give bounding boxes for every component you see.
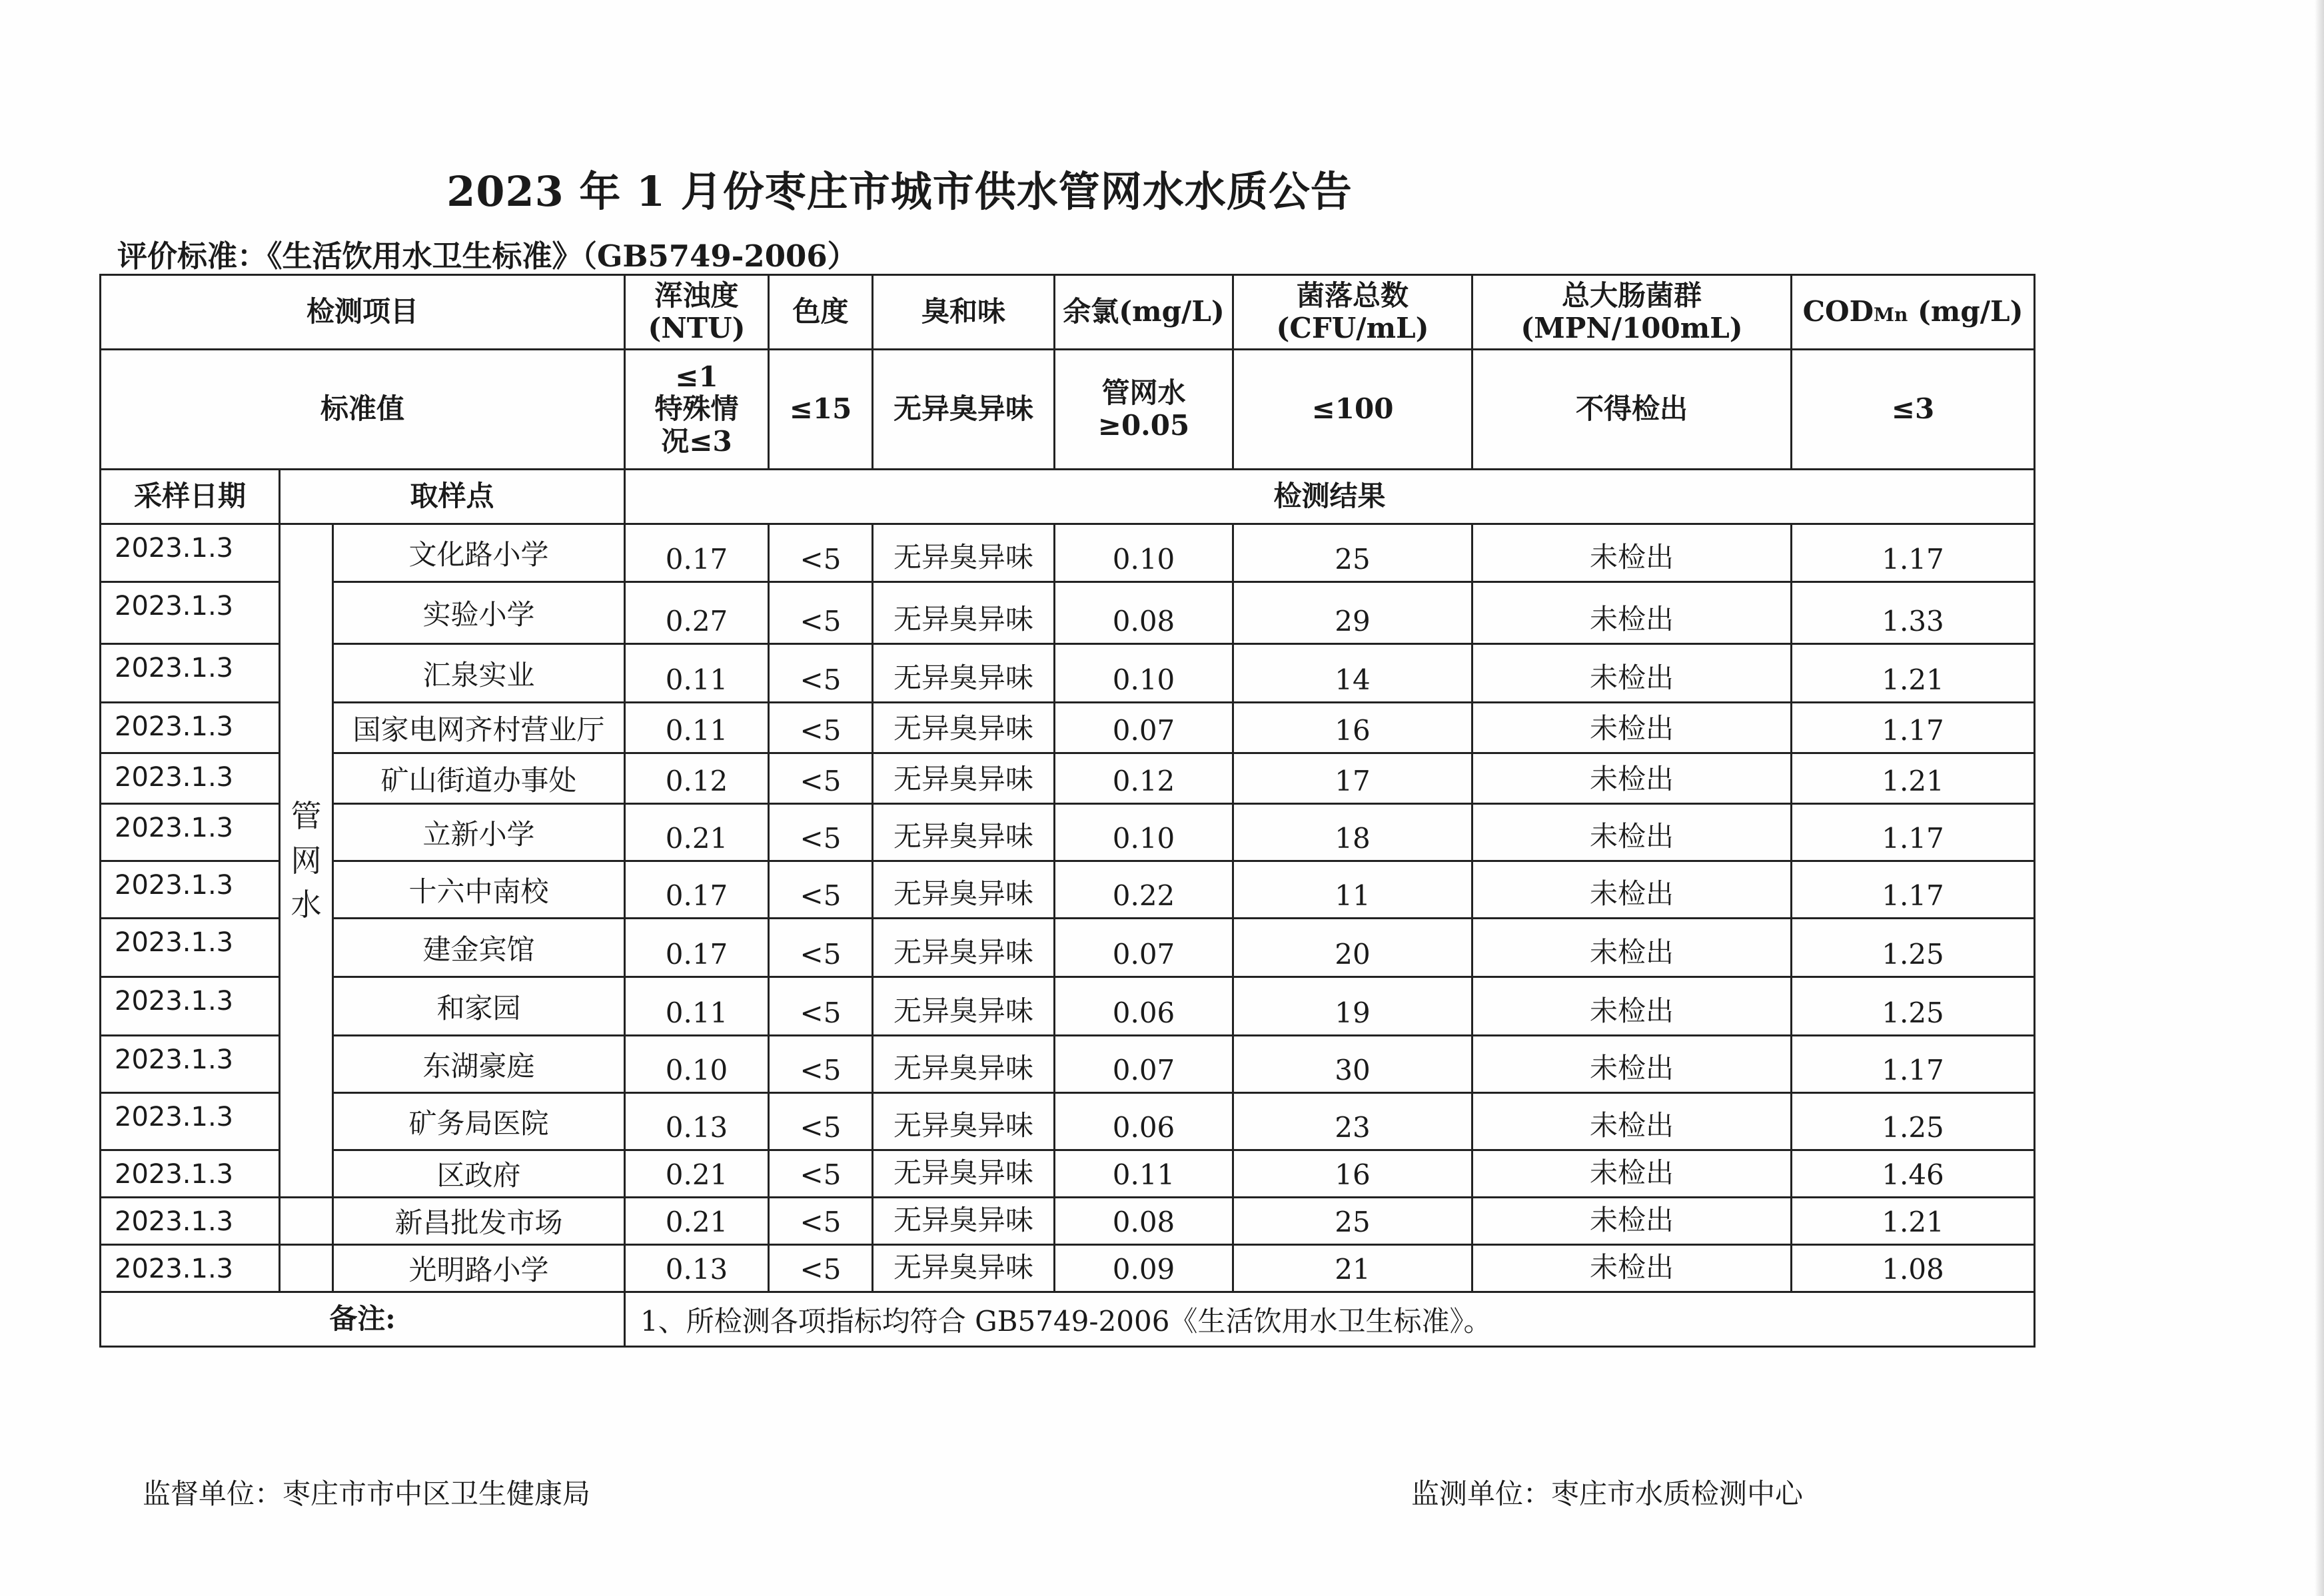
sample-date: 2023.1.3 (101, 644, 280, 703)
cod-cell: 1.17 (1792, 861, 2035, 919)
standard-cod: ≤3 (1792, 350, 2035, 470)
odor-cell: 无异臭异味 (873, 1198, 1055, 1245)
chlorine-cell: 0.11 (1055, 1150, 1233, 1198)
standard-label: 标准值 (101, 350, 625, 470)
turbidity-cell: 0.12 (625, 753, 769, 804)
color-cell: <5 (769, 524, 873, 582)
color-header: 色度 (769, 275, 873, 350)
standard-row (101, 350, 2035, 470)
bacteria-cell: 17 (1233, 753, 1472, 804)
odor-cell: 无异臭异味 (873, 977, 1055, 1036)
standard-turbidity: ≤1 特殊情 况≤3 (625, 350, 769, 470)
odor-cell: 无异臭异味 (873, 753, 1055, 804)
odor-cell: 无异臭异味 (873, 524, 1055, 582)
standard-color: ≤15 (769, 350, 873, 470)
table-row (101, 703, 2035, 753)
bacteria-cell: 23 (1233, 1093, 1472, 1150)
odor-cell: 无异臭异味 (873, 861, 1055, 919)
color-cell: <5 (769, 1150, 873, 1198)
table-row (101, 804, 2035, 861)
sample-site-header: 取样点 (280, 470, 625, 524)
table-row (101, 753, 2035, 804)
cod-cell: 1.25 (1792, 1093, 2035, 1150)
coliform-cell: 未检出 (1472, 1150, 1792, 1198)
bacteria-cell: 16 (1233, 1150, 1472, 1198)
color-cell: <5 (769, 1198, 873, 1245)
coliform-header: 总大肠菌群 (MPN/100mL) (1472, 275, 1792, 350)
coliform-cell: 未检出 (1472, 977, 1792, 1036)
turbidity-header: 浑浊度 (NTU) (625, 275, 769, 350)
color-cell: <5 (769, 753, 873, 804)
coliform-cell: 未检出 (1472, 1036, 1792, 1093)
coliform-cell: 未检出 (1472, 861, 1792, 919)
coliform-cell: 未检出 (1472, 1093, 1792, 1150)
group-label-char: 管 (290, 797, 322, 834)
chlorine-cell: 0.10 (1055, 804, 1233, 861)
sample-date: 2023.1.3 (101, 977, 280, 1036)
cod-cell: 1.17 (1792, 524, 2035, 582)
item-label-header: 检测项目 (101, 275, 625, 350)
chlorine-cell: 0.08 (1055, 582, 1233, 644)
cod-cell: 1.33 (1792, 582, 2035, 644)
sample-site: 文化路小学 (333, 524, 625, 582)
sample-site: 建金宾馆 (333, 919, 625, 977)
bacteria-cell: 30 (1233, 1036, 1472, 1093)
coliform-cell: 未检出 (1472, 1245, 1792, 1292)
sample-date: 2023.1.3 (101, 1150, 280, 1198)
coliform-cell: 未检出 (1472, 753, 1792, 804)
sample-site: 矿山街道办事处 (333, 753, 625, 804)
bacteria-cell: 21 (1233, 1245, 1472, 1292)
group-label-char: 网 (290, 842, 322, 879)
color-cell: <5 (769, 919, 873, 977)
sample-site: 实验小学 (333, 582, 625, 644)
turbidity-cell: 0.10 (625, 1036, 769, 1093)
table-row (101, 1036, 2035, 1093)
odor-cell: 无异臭异味 (873, 919, 1055, 977)
bacteria-header: 菌落总数 (CFU/mL) (1233, 275, 1472, 350)
cod-cell: 1.08 (1792, 1245, 2035, 1292)
chlorine-cell: 0.06 (1055, 1093, 1233, 1150)
odor-cell: 无异臭异味 (873, 1150, 1055, 1198)
chlorine-cell: 0.10 (1055, 524, 1233, 582)
table-row (101, 644, 2035, 703)
color-cell: <5 (769, 1245, 873, 1292)
water-quality-table (99, 274, 2035, 1348)
odor-cell: 无异臭异味 (873, 1036, 1055, 1093)
bacteria-cell: 20 (1233, 919, 1472, 977)
coliform-cell: 未检出 (1472, 703, 1792, 753)
table-row (101, 861, 2035, 919)
sample-site: 立新小学 (333, 804, 625, 861)
odor-cell: 无异臭异味 (873, 582, 1055, 644)
subheader-row (101, 470, 2035, 524)
page-title: 2023 年 1 月份枣庄市城市供水管网水水质公告 (446, 167, 1353, 216)
sample-date-header: 采样日期 (101, 470, 280, 524)
coliform-cell: 未检出 (1472, 582, 1792, 644)
header-row (101, 275, 2035, 350)
sample-date: 2023.1.3 (101, 753, 280, 804)
chlorine-cell: 0.22 (1055, 861, 1233, 919)
group-blank-cell (280, 1245, 333, 1292)
color-cell: <5 (769, 861, 873, 919)
sample-site: 十六中南校 (333, 861, 625, 919)
sample-site: 光明路小学 (333, 1245, 625, 1292)
sample-site: 和家园 (333, 977, 625, 1036)
group-blank-cell (280, 1198, 333, 1245)
sample-date: 2023.1.3 (101, 1093, 280, 1150)
cod-header: CODMn (mg/L) (1792, 275, 2035, 350)
chlorine-cell: 0.12 (1055, 753, 1233, 804)
turbidity-cell: 0.11 (625, 977, 769, 1036)
sample-site: 区政府 (333, 1150, 625, 1198)
standard-bacteria: ≤100 (1233, 350, 1472, 470)
turbidity-cell: 0.13 (625, 1245, 769, 1292)
sample-site: 汇泉实业 (333, 644, 625, 703)
sample-site: 国家电网齐村营业厅 (333, 703, 625, 753)
standard-coliform: 不得检出 (1472, 350, 1792, 470)
sample-date: 2023.1.3 (101, 524, 280, 582)
coliform-cell: 未检出 (1472, 919, 1792, 977)
chlorine-cell: 0.07 (1055, 1036, 1233, 1093)
cod-cell: 1.21 (1792, 644, 2035, 703)
chlorine-cell: 0.09 (1055, 1245, 1233, 1292)
chlorine-cell: 0.07 (1055, 919, 1233, 977)
remarks-row (101, 1292, 2035, 1347)
sample-date: 2023.1.3 (101, 919, 280, 977)
cod-cell: 1.17 (1792, 1036, 2035, 1093)
color-cell: <5 (769, 977, 873, 1036)
table-row (101, 1198, 2035, 1245)
odor-cell: 无异臭异味 (873, 1093, 1055, 1150)
turbidity-cell: 0.11 (625, 644, 769, 703)
odor-cell: 无异臭异味 (873, 804, 1055, 861)
bacteria-cell: 16 (1233, 703, 1472, 753)
coliform-cell: 未检出 (1472, 644, 1792, 703)
turbidity-cell: 0.27 (625, 582, 769, 644)
color-cell: <5 (769, 644, 873, 703)
sample-site: 矿务局医院 (333, 1093, 625, 1150)
monitor-unit: 监测单位：枣庄市水质检测中心 (1411, 1477, 1804, 1510)
table-row (101, 1093, 2035, 1150)
sample-site: 新昌批发市场 (333, 1198, 625, 1245)
supervisor-unit: 监督单位：枣庄市市中区卫生健康局 (143, 1477, 591, 1510)
coliform-cell: 未检出 (1472, 524, 1792, 582)
odor-header: 臭和味 (873, 275, 1055, 350)
sample-date: 2023.1.3 (101, 804, 280, 861)
sample-site: 东湖豪庭 (333, 1036, 625, 1093)
color-cell: <5 (769, 804, 873, 861)
coliform-cell: 未检出 (1472, 1198, 1792, 1245)
sample-date: 2023.1.3 (101, 582, 280, 644)
cod-cell: 1.25 (1792, 919, 2035, 977)
results-header: 检测结果 (625, 470, 2035, 524)
color-cell: <5 (769, 582, 873, 644)
sample-date: 2023.1.3 (101, 1198, 280, 1245)
turbidity-cell: 0.17 (625, 861, 769, 919)
cod-cell: 1.17 (1792, 703, 2035, 753)
color-cell: <5 (769, 703, 873, 753)
cod-cell: 1.21 (1792, 1198, 2035, 1245)
turbidity-cell: 0.21 (625, 1198, 769, 1245)
bacteria-cell: 29 (1233, 582, 1472, 644)
odor-cell: 无异臭异味 (873, 1245, 1055, 1292)
bacteria-cell: 25 (1233, 1198, 1472, 1245)
coliform-cell: 未检出 (1472, 804, 1792, 861)
chlorine-cell: 0.06 (1055, 977, 1233, 1036)
cod-cell: 1.17 (1792, 804, 2035, 861)
odor-cell: 无异臭异味 (873, 703, 1055, 753)
turbidity-cell: 0.17 (625, 919, 769, 977)
remarks-text: 1、所检测各项指标均符合 GB5749-2006《生活饮用水卫生标准》。 (625, 1292, 2035, 1347)
evaluation-standard: 评价标准：《生活饮用水卫生标准》（GB5749-2006） (117, 238, 858, 274)
standard-odor: 无异臭异味 (873, 350, 1055, 470)
table-row (101, 977, 2035, 1036)
turbidity-cell: 0.17 (625, 524, 769, 582)
chlorine-cell: 0.07 (1055, 703, 1233, 753)
turbidity-cell: 0.21 (625, 804, 769, 861)
chlorine-cell: 0.08 (1055, 1198, 1233, 1245)
sample-date: 2023.1.3 (101, 703, 280, 753)
table-row (101, 1150, 2035, 1198)
color-cell: <5 (769, 1093, 873, 1150)
turbidity-cell: 0.21 (625, 1150, 769, 1198)
table-row (101, 582, 2035, 644)
chlorine-header: 余氯(mg/L) (1055, 275, 1233, 350)
sample-date: 2023.1.3 (101, 861, 280, 919)
pipe-network-group-label (280, 524, 333, 1198)
sample-date: 2023.1.3 (101, 1036, 280, 1093)
turbidity-cell: 0.11 (625, 703, 769, 753)
chlorine-cell: 0.10 (1055, 644, 1233, 703)
scan-edge (2315, 0, 2324, 1596)
bacteria-cell: 25 (1233, 524, 1472, 582)
cod-cell: 1.21 (1792, 753, 2035, 804)
bacteria-cell: 19 (1233, 977, 1472, 1036)
table-row (101, 1245, 2035, 1292)
bacteria-cell: 11 (1233, 861, 1472, 919)
odor-cell: 无异臭异味 (873, 644, 1055, 703)
bacteria-cell: 18 (1233, 804, 1472, 861)
cod-cell: 1.25 (1792, 977, 2035, 1036)
bacteria-cell: 14 (1233, 644, 1472, 703)
table-row (101, 919, 2035, 977)
group-label-char: 水 (290, 887, 322, 923)
color-cell: <5 (769, 1036, 873, 1093)
cod-cell: 1.46 (1792, 1150, 2035, 1198)
standard-chlorine: 管网水 ≥0.05 (1055, 350, 1233, 470)
remarks-label: 备注: (101, 1292, 625, 1347)
table-row (101, 524, 2035, 582)
turbidity-cell: 0.13 (625, 1093, 769, 1150)
sample-date: 2023.1.3 (101, 1245, 280, 1292)
